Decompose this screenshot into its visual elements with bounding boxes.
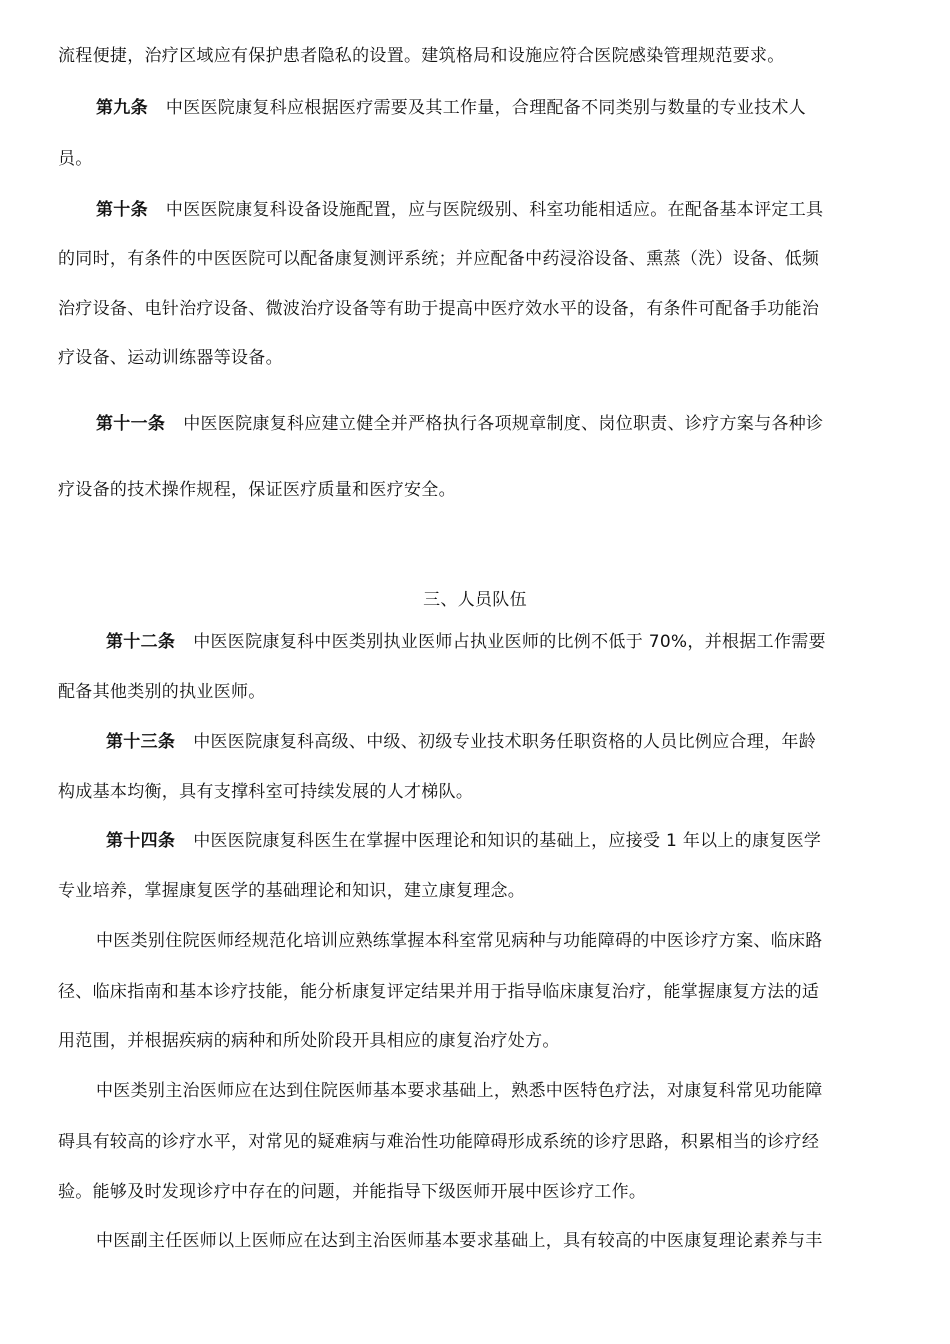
article-label: 第十条 xyxy=(96,200,148,220)
article-label: 第十一条 xyxy=(96,414,166,434)
article-text: 中医医院康复科设备设施配置，应与医院级别、科室功能相适应。在配备基本评定工具 xyxy=(165,200,824,220)
text-line: 员。 xyxy=(58,149,93,169)
article-text: 中医医院康复科中医类别执业医师占执业医师的比例不低于 70%，并根据工作需要 xyxy=(193,632,826,652)
text-line: 疗设备、运动训练器等设备。 xyxy=(58,348,283,368)
paragraph-start: 中医类别住院医师经规范化培训应熟练掌握本科室常见病种与功能障碍的中医诊疗方案、临床路 xyxy=(96,931,823,951)
text-line: 配备其他类别的执业医师。 xyxy=(58,682,266,702)
article-label: 第十三条 xyxy=(106,732,176,752)
text-line: 用范围，并根据疾病的病种和所处阶段开具相应的康复治疗处方。 xyxy=(58,1031,560,1051)
article-text: 中医医院康复科医生在掌握中医理论和知识的基础上，应接受 1 年以上的康复医学 xyxy=(193,831,822,851)
article-text: 中医医院康复科应根据医疗需要及其工作量，合理配备不同类别与数量的专业技术人 xyxy=(165,98,807,118)
article-13 xyxy=(106,731,900,753)
article-12 xyxy=(106,631,900,653)
article-14 xyxy=(106,830,900,852)
article-10 xyxy=(96,199,900,221)
article-label: 第九条 xyxy=(96,98,148,118)
article-label: 第十二条 xyxy=(106,632,176,652)
article-9 xyxy=(96,97,900,119)
article-text: 中医医院康复科高级、中级、初级专业技术职务任职资格的人员比例应合理，年龄 xyxy=(193,732,817,752)
text-line: 疗设备的技术操作规程，保证医疗质量和医疗安全。 xyxy=(58,480,456,500)
text-line: 治疗设备、电针治疗设备、微波治疗设备等有助于提高中医疗效水平的设备，有条件可配备手功能治 xyxy=(58,299,820,319)
text-line: 验。能够及时发现诊疗中存在的问题，并能指导下级医师开展中医诊疗工作。 xyxy=(58,1182,647,1202)
text-line: 径、临床指南和基本诊疗技能，能分析康复评定结果并用于指导临床康复治疗，能掌握康复方法的适 xyxy=(58,982,820,1002)
article-11 xyxy=(96,413,900,435)
text-line: 碍具有较高的诊疗水平，对常见的疑难病与难治性功能障碍形成系统的诊疗思路，积累相当的诊疗经 xyxy=(58,1132,820,1152)
article-label: 第十四条 xyxy=(106,831,176,851)
paragraph-start: 中医类别主治医师应在达到住院医师基本要求基础上，熟悉中医特色疗法，对康复科常见功能障 xyxy=(96,1081,823,1101)
text-line: 流程便捷，治疗区域应有保护患者隐私的设置。建筑格局和设施应符合医院感染管理规范要求。 xyxy=(58,46,785,66)
article-text: 中医医院康复科应建立健全并严格执行各项规章制度、岗位职责、诊疗方案与各种诊 xyxy=(183,414,824,434)
section-heading: 三、人员队伍 xyxy=(423,590,527,610)
text-line: 构成基本均衡，具有支撑科室可持续发展的人才梯队。 xyxy=(58,782,474,802)
paragraph-start: 中医副主任医师以上医师应在达到主治医师基本要求基础上，具有较高的中医康复理论素养与丰 xyxy=(96,1231,823,1251)
text-line: 专业培养，掌握康复医学的基础理论和知识，建立康复理念。 xyxy=(58,881,526,901)
text-line: 的同时，有条件的中医医院可以配备康复测评系统；并应配备中药浸浴设备、熏蒸（洗）设备、低频 xyxy=(58,249,820,269)
